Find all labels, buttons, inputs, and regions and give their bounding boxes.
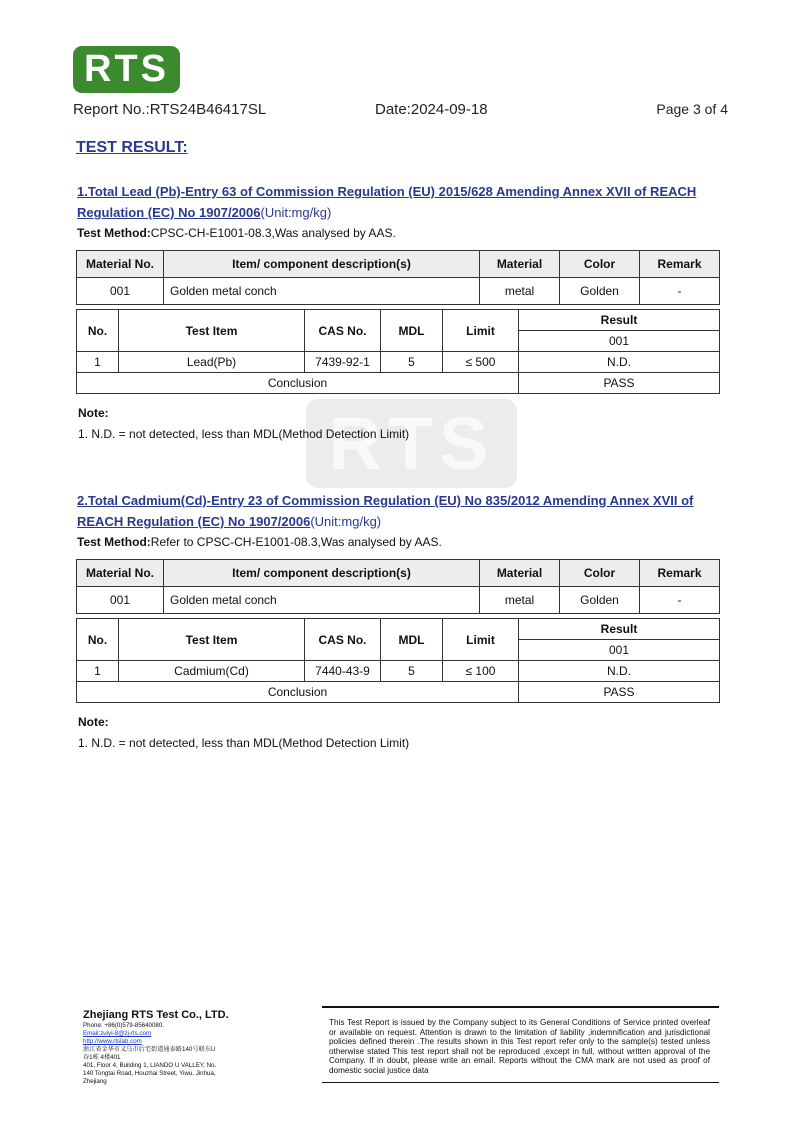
page-number: Page 3 of 4 — [656, 101, 728, 117]
col-remark: Remark — [640, 560, 720, 587]
cell-test-item: Cadmium(Cd) — [119, 661, 305, 682]
col-no: No. — [77, 310, 119, 352]
footer-address-en-1: 401, Floor 4, Building 1, LIANDO U VALLEY, No. — [83, 1062, 217, 1069]
col-no: No. — [77, 619, 119, 661]
cell-material-no: 001 — [77, 278, 164, 305]
table-row — [77, 352, 720, 373]
col-sample-001: 001 — [519, 640, 720, 661]
section-2-note-text: 1. N.D. = not detected, less than MDL(Method Detection Limit) — [78, 736, 410, 750]
section-1-title — [77, 181, 727, 223]
col-mdl: MDL — [381, 310, 443, 352]
cell-result: N.D. — [519, 352, 720, 373]
section-2-result-table — [76, 618, 720, 703]
table-row — [77, 587, 720, 614]
cell-color: Golden — [560, 278, 640, 305]
cell-remark: - — [640, 587, 720, 614]
col-result: Result — [519, 310, 720, 331]
section-2-method-text: Refer to CPSC-CH-E1001-08.3,Was analysed by AAS. — [150, 535, 442, 549]
company-logo: RTS — [73, 46, 180, 93]
col-description: Item/ component description(s) — [164, 560, 480, 587]
report-date: Date:2024-09-18 — [375, 101, 488, 118]
col-material: Material — [480, 560, 560, 587]
section-2-method-label: Test Method: — [77, 535, 151, 549]
footer-address-en-2: 140 Tongtai Road, Houzhai Street, Yiwu, Jinhua, — [83, 1070, 216, 1077]
col-color: Color — [560, 560, 640, 587]
section-1-method-label: Test Method: — [77, 226, 151, 240]
footer-disclaimer: This Test Report is issued by the Company subject to its General Conditions of Service printed overleaf or available on request. Attention is drawn to the limitation of liability ,indemnification and jurisdictional policies defined therein .The results shown in this Test report refer only to the sample(s) tested unless otherwise stated This test report shall not be reproduced ,except in full, without written approval of the Company. If in doubt, please write an email. Reports without the CMA mark are not used as proof of domestic social justice data — [329, 1018, 710, 1075]
section-2-material-table — [76, 559, 720, 614]
col-result: Result — [519, 619, 720, 640]
section-1-note-text: 1. N.D. = not detected, less than MDL(Method Detection Limit) — [78, 427, 410, 441]
footer-divider-top — [322, 1006, 719, 1008]
report-number: Report No.:RTS24B46417SL — [73, 101, 267, 118]
footer-company-name: Zhejiang RTS Test Co., LTD. — [83, 1009, 229, 1021]
col-material: Material — [480, 251, 560, 278]
col-cas-no: CAS No. — [305, 619, 381, 661]
section-1-note-label: Note: — [78, 406, 109, 420]
footer-phone: Phone: +86(0)579-85640080. — [83, 1022, 165, 1029]
section-1-unit: (Unit:mg/kg) — [260, 205, 332, 220]
footer-website-link[interactable]: http://www.rtslab.com — [83, 1038, 142, 1045]
col-remark: Remark — [640, 251, 720, 278]
table-header-row — [77, 251, 720, 278]
table-row — [77, 278, 720, 305]
footer-address-cn-2: 谷1栋 4楼401 — [83, 1054, 121, 1061]
cell-cas-no: 7439-92-1 — [305, 352, 381, 373]
conclusion-label: Conclusion — [77, 373, 519, 394]
col-cas-no: CAS No. — [305, 310, 381, 352]
cell-description: Golden metal conch — [164, 587, 480, 614]
section-1-title-line1: 1.Total Lead (Pb)-Entry 63 of Commission Regulation (EU) 2015/628 Amending Annex XVII of REACH — [77, 184, 697, 199]
table-header-row — [77, 619, 720, 640]
section-2-title-line2: REACH Regulation (EC) No 1907/2006 — [77, 514, 311, 529]
cell-material: metal — [480, 587, 560, 614]
footer-address-cn-1: 浙江省金华市义乌市后宅街道通泰路140号联东U — [83, 1046, 216, 1053]
footer-divider-bottom — [322, 1082, 719, 1083]
col-test-item: Test Item — [119, 619, 305, 661]
col-material-no: Material No. — [77, 251, 164, 278]
section-1-material-table — [76, 250, 720, 305]
cell-limit: ≤ 500 — [443, 352, 519, 373]
section-2-title — [77, 490, 727, 532]
cell-cas-no: 7440-43-9 — [305, 661, 381, 682]
col-material-no: Material No. — [77, 560, 164, 587]
cell-mdl: 5 — [381, 352, 443, 373]
conclusion-value: PASS — [519, 682, 720, 703]
conclusion-label: Conclusion — [77, 682, 519, 703]
section-2-test-method — [77, 535, 442, 549]
page-title: TEST RESULT: — [76, 139, 188, 156]
col-test-item: Test Item — [119, 310, 305, 352]
conclusion-value: PASS — [519, 373, 720, 394]
cell-material-no: 001 — [77, 587, 164, 614]
section-2-title-line1: 2.Total Cadmium(Cd)-Entry 23 of Commission Regulation (EU) No 835/2012 Amending Annex XVII of — [77, 493, 694, 508]
cell-description: Golden metal conch — [164, 278, 480, 305]
col-limit: Limit — [443, 619, 519, 661]
col-sample-001: 001 — [519, 331, 720, 352]
cell-test-item: Lead(Pb) — [119, 352, 305, 373]
section-1-result-table — [76, 309, 720, 394]
table-row — [77, 661, 720, 682]
cell-result: N.D. — [519, 661, 720, 682]
section-1-test-method — [77, 226, 396, 240]
footer-email-link[interactable]: Email:zuiyi-8@zj-rts.com — [83, 1030, 152, 1037]
footer-address-en-3: Zhejiang — [83, 1078, 107, 1085]
cell-material: metal — [480, 278, 560, 305]
section-2-note-label: Note: — [78, 715, 109, 729]
col-limit: Limit — [443, 310, 519, 352]
section-1-title-line2: Regulation (EC) No 1907/2006 — [77, 205, 261, 220]
col-description: Item/ component description(s) — [164, 251, 480, 278]
conclusion-row — [77, 373, 720, 394]
col-color: Color — [560, 251, 640, 278]
col-mdl: MDL — [381, 619, 443, 661]
cell-no: 1 — [77, 352, 119, 373]
section-2-unit: (Unit:mg/kg) — [310, 514, 382, 529]
conclusion-row — [77, 682, 720, 703]
cell-color: Golden — [560, 587, 640, 614]
table-header-row — [77, 310, 720, 331]
cell-remark: - — [640, 278, 720, 305]
cell-limit: ≤ 100 — [443, 661, 519, 682]
table-header-row — [77, 560, 720, 587]
cell-mdl: 5 — [381, 661, 443, 682]
watermark-logo: RTS — [306, 399, 517, 488]
cell-no: 1 — [77, 661, 119, 682]
section-1-method-text: CPSC-CH-E1001-08.3,Was analysed by AAS. — [150, 226, 396, 240]
